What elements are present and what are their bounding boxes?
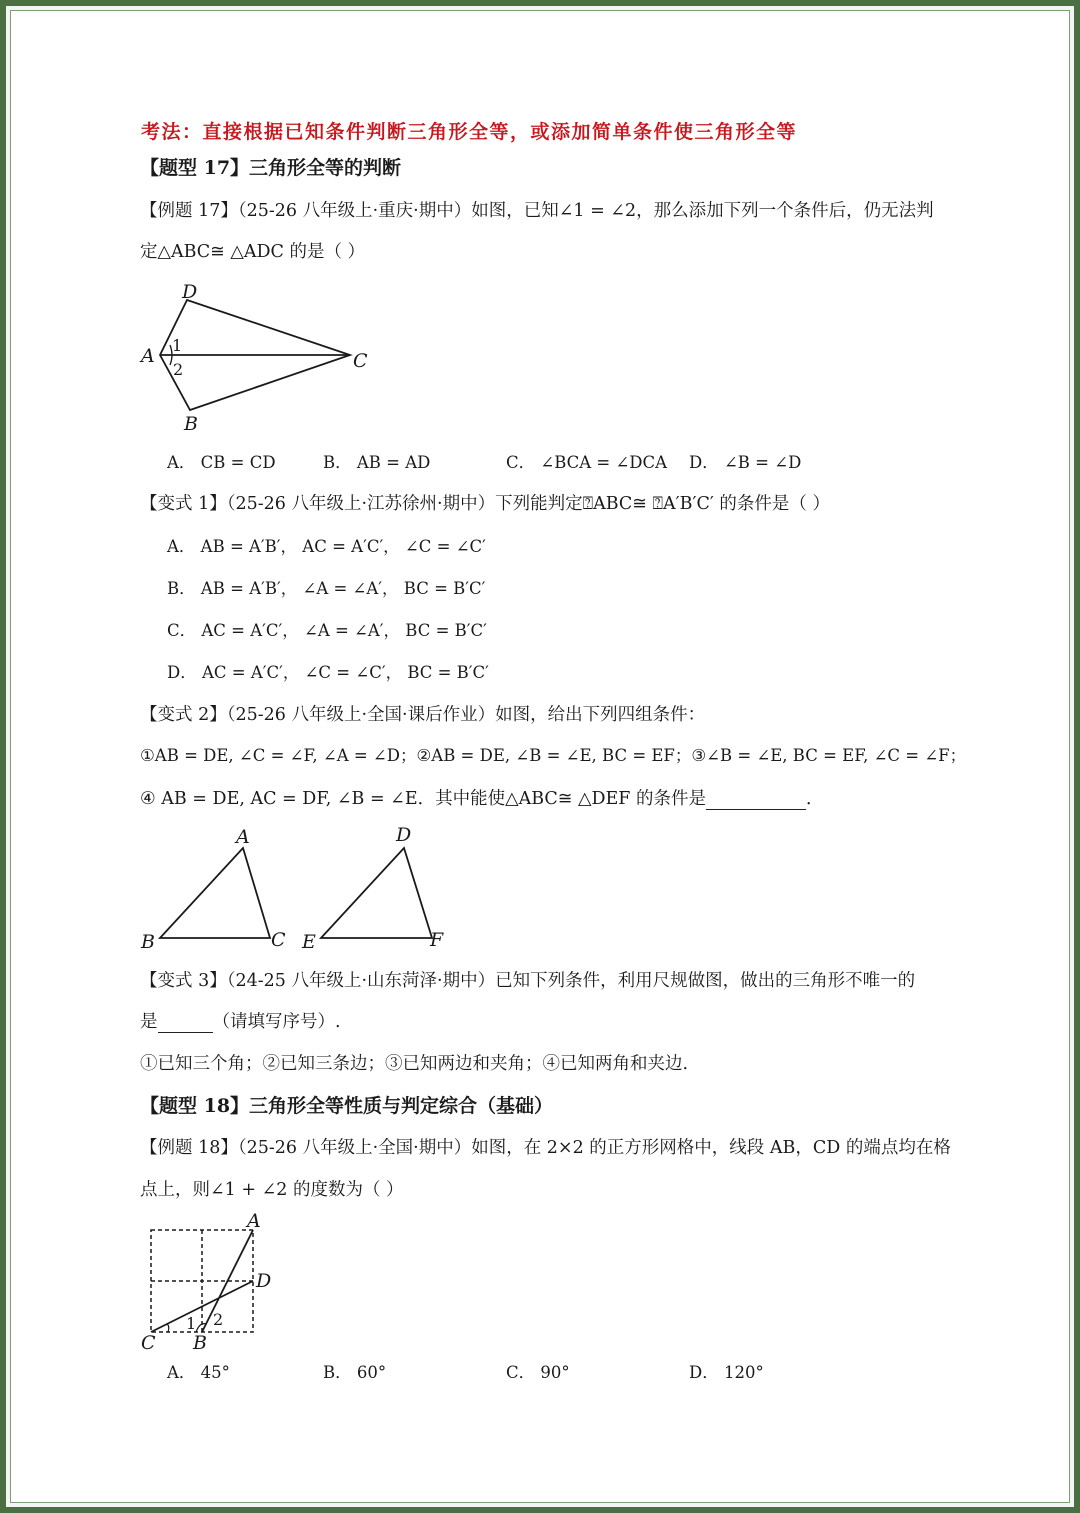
label-a2: A — [236, 826, 250, 848]
variant2-stem: 【变式 2】（25-26 八年级上·全国·课后作业）如图，给出下列四组条件： — [140, 705, 706, 725]
triangles-figure — [140, 822, 460, 952]
label-angle-2b: 2 — [213, 1310, 224, 1329]
label-angle-1b: 1 — [186, 1314, 197, 1333]
label-b3: B — [193, 1332, 207, 1354]
variant3-answer-blank[interactable] — [158, 1014, 213, 1033]
variant2-conditions-line1: ①AB = DE, ∠C = ∠F, ∠A = ∠D；②AB = DE, ∠B = ∠E, BC = EF；③∠B = ∠E, BC = EF, ∠C = ∠F； — [140, 746, 967, 765]
example17-option-d: D． ∠B = ∠D — [689, 453, 802, 472]
example18-option-b: B． 60° — [323, 1363, 387, 1382]
label-d: D — [182, 281, 198, 303]
triangle-abc — [160, 848, 270, 938]
example18-line2: 点上，则∠1 + ∠2 的度数为（ ） — [140, 1180, 404, 1200]
angle-1-arc — [167, 1324, 169, 1332]
label-f2: F — [430, 929, 444, 951]
variant3-line1: 【变式 3】（24-25 八年级上·山东菏泽·期中）已知下列条件，利用尺规做图，做出的三角形不唯一的 — [140, 971, 916, 991]
label-c3: C — [141, 1332, 156, 1354]
label-d3: D — [256, 1270, 272, 1292]
label-c: C — [353, 350, 368, 372]
label-b: B — [184, 413, 198, 435]
variant3-prefix: 是 — [140, 1012, 158, 1032]
variant2-answer-blank[interactable] — [706, 791, 806, 810]
example17-option-a: A． CB = CD — [167, 453, 276, 472]
variant3-line3: ①已知三个角；②已知三条边；③已知两边和夹角；④已知两角和夹边. — [140, 1054, 689, 1074]
label-a3: A — [247, 1210, 261, 1232]
variant2-period: ． — [805, 789, 824, 809]
example17-line2: 定△ABC≅ △ADC 的是（ ） — [140, 242, 366, 262]
variant1-option-a: A． AB = A′B′， AC = A′C′， ∠C = ∠C′ — [167, 537, 486, 556]
variant1-option-b: B． AB = A′B′， ∠A = ∠A′， BC = B′C′ — [167, 579, 486, 598]
label-b2: B — [141, 931, 155, 953]
type17-title: 【题型 17】三角形全等的判断 — [140, 157, 402, 179]
variant2-question: ④ AB = DE, AC = DF, ∠B = ∠E．其中能使△ABC≅ △DEF 的条件是 — [140, 789, 706, 809]
label-c2: C — [271, 929, 286, 951]
label-d2: D — [396, 824, 412, 846]
variant1-stem: 【变式 1】（25-26 八年级上·江苏徐州·期中）下列能判定⍰ABC≅ ⍰A′B′C′ 的条件是（ ） — [140, 494, 830, 514]
label-angle-2: 2 — [173, 360, 184, 379]
type18-title: 【题型 18】三角形全等性质与判定综合（基础） — [140, 1095, 554, 1117]
example18-option-d: D． 120° — [689, 1363, 764, 1382]
grid-figure — [140, 1210, 290, 1355]
variant2-conditions-line2 — [140, 788, 823, 810]
label-e2: E — [302, 931, 316, 953]
variant1-option-c: C． AC = A′C′， ∠A = ∠A′， BC = B′C′ — [167, 621, 487, 640]
example17-option-c: C． ∠BCA = ∠DCA — [506, 453, 668, 472]
example18-line1: 【例题 18】（25-26 八年级上·全国·期中）如图，在 2×2 的正方形网格中，线段 AB，CD 的端点均在格 — [140, 1138, 951, 1158]
variant3-suffix: （请填写序号）. — [212, 1012, 341, 1032]
example18-option-a: A． 45° — [167, 1363, 230, 1382]
example18-option-c: C． 90° — [506, 1363, 570, 1382]
label-angle-1: 1 — [172, 336, 183, 355]
variant3-line2 — [140, 1011, 341, 1033]
triangle-def — [321, 848, 432, 938]
method-heading: 考法：直接根据已知条件判断三角形全等，或添加简单条件使三角形全等 — [141, 121, 798, 143]
label-a: A — [141, 345, 155, 367]
example17-line1: 【例题 17】（25-26 八年级上·重庆·期中）如图，已知∠1 = ∠2，那么添加下列一个条件后，仍无法判 — [140, 201, 934, 221]
kite-figure — [140, 281, 380, 435]
example17-option-b: B． AB = AD — [323, 453, 431, 472]
variant1-option-d: D． AC = A′C′， ∠C = ∠C′， BC = B′C′ — [167, 663, 489, 682]
